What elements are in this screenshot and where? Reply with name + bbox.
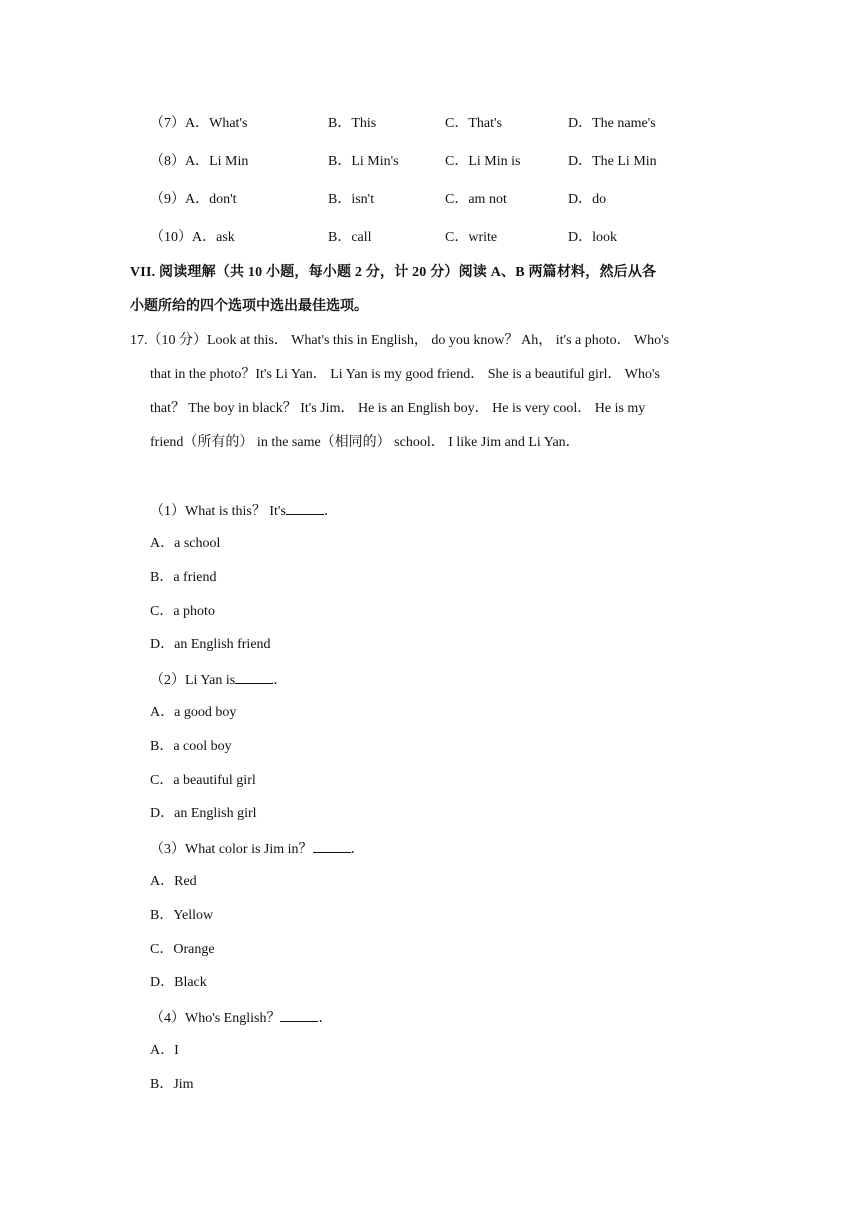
answer-blank [280,1007,318,1022]
cloze-option-b: B．This [328,116,377,131]
cloze-row-8 [150,152,730,172]
question-1-option-d: D．an English friend [150,637,271,652]
cloze-option-c: C．write [445,230,498,245]
answer-blank [286,500,324,515]
passage-line-3: that？ The boy in black？ It's Jim． He is an English boy． He is very cool． He is my [150,401,646,416]
cloze-option-a: （7）A．What's [150,116,248,131]
question-4-stem [150,1007,332,1029]
cloze-row-10 [150,228,730,248]
cloze-option-d: D．look [568,230,617,245]
cloze-option-a: （9）A．don't [150,192,237,207]
question-2-option-d: D．an English girl [150,806,257,821]
cloze-option-b: B．isn't [328,192,375,207]
question-4-option-a: A．I [150,1043,179,1058]
question-2-stem [150,669,287,691]
passage-line-4: friend（所有的） in the same（相同的） school． I like Jim and Li Yan． [150,435,580,450]
answer-blank [235,669,273,684]
cloze-option-a: （8）A．Li Min [150,154,249,169]
cloze-row-9 [150,190,730,210]
question-stem-end: ． [323,504,338,519]
question-4-option-b: B．Jim [150,1077,194,1092]
question-2-option-b: B．a cool boy [150,739,232,754]
question-1-option-b: B．a friend [150,570,217,585]
question-2-option-a: A．a good boy [150,705,237,720]
question-stem-end: ． [350,842,365,857]
cloze-row-7 [150,114,730,134]
section-heading-line1: VII. 阅读理解（共 10 小题，每小题 2 分，计 20 分）阅读 A、B 两篇材料，然后从各 [130,265,657,280]
question-3-option-a: A．Red [150,874,197,889]
question-1-stem [150,500,338,522]
question-2-option-c: C．a beautiful girl [150,773,256,788]
passage-line-2: that in the photo？It's Li Yan． Li Yan is my good friend． She is a beautiful girl． Who's [150,367,660,382]
question-3-option-d: D．Black [150,975,207,990]
question-3-option-b: B．Yellow [150,908,214,923]
question-stem-text: （2）Li Yan is [150,673,236,688]
question-stem-text: （3）What color is Jim in？ [150,842,313,857]
cloze-option-b: B．call [328,230,372,245]
question-3-stem [150,838,365,860]
answer-blank [313,838,351,853]
cloze-option-a: （10）A．ask [150,230,235,245]
passage-line-1: 17.（10 分）Look at this． What's this in English， do you know？ Ah， it's a photo． Who's [130,333,670,348]
cloze-option-d: D．do [568,192,607,207]
question-1-option-a: A．a school [150,536,221,551]
cloze-option-c: C．That's [445,116,502,131]
cloze-option-b: B．Li Min's [328,154,399,169]
question-stem-end: ． [318,1011,333,1026]
section-heading-line2: 小题所给的四个选项中选出最佳选项。 [130,299,368,314]
cloze-option-c: C．am not [445,192,507,207]
cloze-option-c: C．Li Min is [445,154,521,169]
question-1-option-c: C．a photo [150,604,215,619]
question-stem-end: ． [273,673,288,688]
question-3-option-c: C．Orange [150,942,215,957]
question-stem-text: （1）What is this？ It's [150,504,286,519]
cloze-option-d: D．The name's [568,116,656,131]
question-stem-text: （4）Who's English？ [150,1011,281,1026]
cloze-option-d: D．The Li Min [568,154,657,169]
